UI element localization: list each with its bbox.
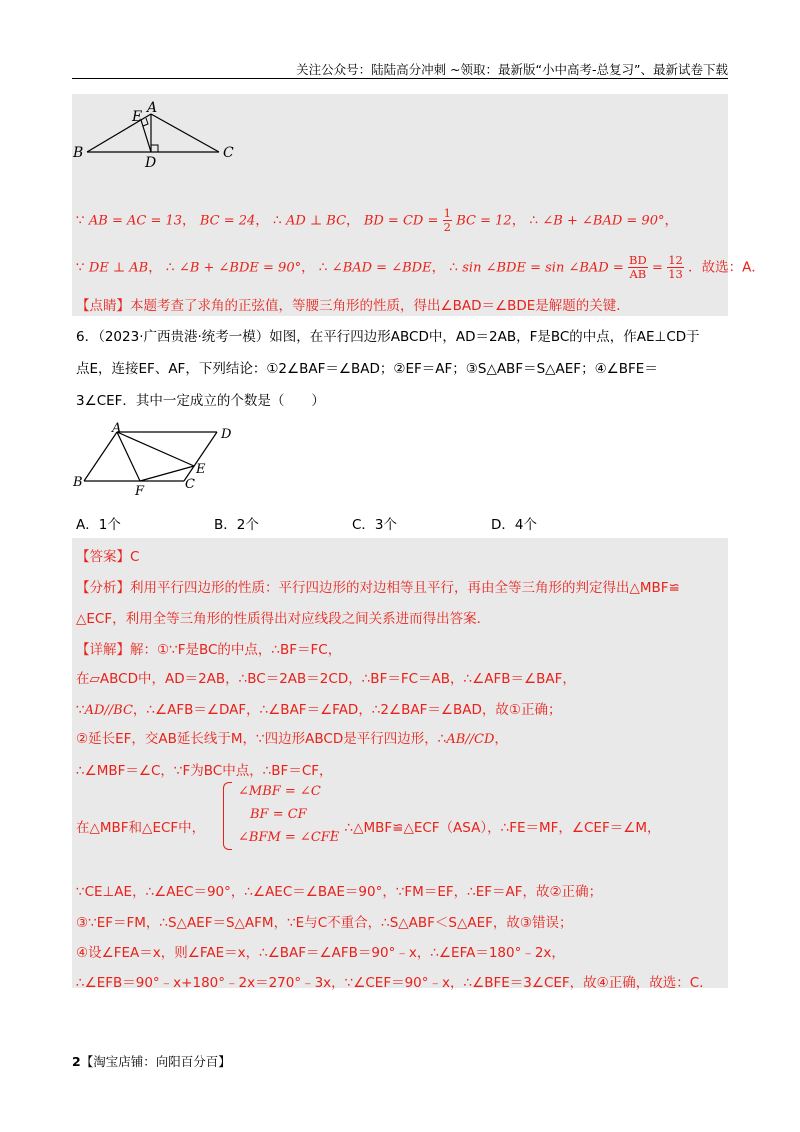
math-angle-equal: ∠BAD = ∠BDE bbox=[331, 260, 432, 276]
comma: ， bbox=[182, 212, 196, 229]
label-A: A bbox=[112, 421, 122, 436]
comma: ， bbox=[664, 212, 678, 229]
option-b: B．2个 bbox=[214, 517, 259, 533]
answer-value: C bbox=[130, 549, 140, 565]
label-A: A bbox=[147, 100, 158, 116]
detail-line-2: 在▱ABCD中，AD＝2AB，∴BC＝2AB＝2CD，∴BF＝FC＝AB，∴∠AFB＝∠BAF， bbox=[76, 671, 576, 687]
prev-solution-line-1 bbox=[76, 207, 678, 234]
option-a: A．1个 bbox=[76, 517, 121, 533]
right-angle-D bbox=[151, 145, 158, 152]
system-eq-2: BF = CF bbox=[250, 807, 307, 822]
therefore-symbol: ∴ bbox=[529, 212, 539, 229]
therefore-symbol: ∴ bbox=[449, 259, 458, 276]
analysis-text-1: 利用平行四边形的性质：平行四边形的对边相等且平行，再由全等三角形的判定得出△MBF≌ bbox=[130, 580, 680, 596]
detail-line-10: ∴∠EFB＝90°﹣x+180°﹣2x＝270°﹣3x，∵∠CEF＝90°﹣x，∴∠BFE＝3∠CEF，故④正确，故选：C． bbox=[76, 975, 713, 991]
detail-line-8: ③∵EF＝FM，∴S△AEF＝S△AFM，∵E与C不重合，∴S△ABF＜S△AEF，故③错误； bbox=[76, 915, 573, 931]
prev-solution-line-2 bbox=[76, 254, 765, 281]
because-symbol: ∵ bbox=[76, 702, 85, 718]
math-bd-cd: BD = CD = bbox=[363, 213, 439, 229]
system-brace bbox=[223, 782, 232, 850]
math-bc: BC = 24 bbox=[199, 213, 256, 229]
math-de-perp-ab: DE ⊥ AB bbox=[88, 260, 149, 276]
detail-line-9: ④设∠FEA＝x，则∠FAE＝x，∴∠BAF＝∠AFB＝90°﹣x，∴∠EFA＝180°﹣2x， bbox=[76, 945, 565, 961]
triangle-figure bbox=[72, 100, 272, 170]
label-E: E bbox=[196, 462, 206, 477]
question-line-1: 6．（2023·广西贵港·统考一模）如图，在平行四边形ABCD中，AD＝2AB，F是BC的中点，作AE⊥CD于 bbox=[76, 329, 700, 345]
dianjing-note: 【点睛】本题考查了求角的正弦值，等腰三角形的性质，得出∠BAD＝∠BDE是解题的关键． bbox=[76, 298, 630, 314]
label-F: F bbox=[135, 484, 145, 498]
line-AB bbox=[84, 432, 117, 481]
system-eq-3: ∠BFM = ∠CFE bbox=[238, 830, 340, 845]
label-E: E bbox=[132, 109, 143, 125]
page-footer bbox=[72, 1052, 231, 1070]
because-symbol: ∵ bbox=[76, 212, 85, 229]
frac-den: AB bbox=[629, 267, 647, 281]
detail-line-7: ∵CE⊥AE，∴∠AEC＝90°，∴∠AEC＝∠BAE＝90°，∵FM＝EF，∴EF＝AF，故②正确； bbox=[76, 884, 603, 900]
detail-line-4 bbox=[76, 727, 508, 747]
fraction-one-half bbox=[443, 207, 452, 234]
math-bc-12: BC = 12 bbox=[456, 213, 512, 229]
because-symbol: ∵ bbox=[76, 259, 85, 276]
math-angle-sum: ∠B + ∠BAD = 90° bbox=[542, 213, 665, 229]
detail-text-4a: ②延长EF，交AB延长线于M，∵四边形ABCD是平行四边形，∴ bbox=[76, 731, 447, 747]
equals: = bbox=[652, 260, 663, 276]
detail-line-6a: 在△MBF和△ECF中， bbox=[76, 820, 206, 836]
math-ab-parallel-cd: AB//CD bbox=[446, 732, 495, 747]
choice-text: ．故选：A． bbox=[688, 259, 765, 276]
math-ad-parallel-bc: AD//BC bbox=[84, 703, 133, 718]
comma: ， bbox=[511, 212, 526, 229]
comma: ， bbox=[148, 259, 162, 276]
frac-num: 12 bbox=[668, 253, 683, 267]
page-number: 2 bbox=[72, 1054, 81, 1069]
detail-text-3: ，∴∠AFB＝∠DAF，∴∠BAF＝∠FAD，∴2∠BAF＝∠BAD，故①正确； bbox=[132, 702, 562, 718]
math-sin: sin ∠BDE = sin ∠BAD = bbox=[462, 260, 624, 276]
label-B: B bbox=[73, 475, 83, 490]
label-D: D bbox=[145, 155, 157, 170]
therefore-symbol: ∴ bbox=[273, 212, 282, 229]
right-angle-E bbox=[143, 118, 148, 126]
line-AF bbox=[117, 432, 140, 481]
therefore-symbol: ∴ bbox=[318, 259, 328, 276]
comma: ， bbox=[255, 212, 269, 229]
math-ab-ac: AB = AC = 13 bbox=[88, 213, 183, 229]
option-c: C．3个 bbox=[352, 517, 398, 533]
question-line-2: 点E，连接EF、AF，下列结论：①2∠BAF＝∠BAD；②EF＝AF；③S△ABF＝S△AEF；④∠BFE＝ bbox=[76, 361, 658, 377]
frac-num: 1 bbox=[443, 206, 451, 220]
page-header: 关注公众号：陆陆高分冲刺 ~领取：最新版“小中高考-总复习”、最新试卷下载 bbox=[296, 62, 728, 77]
frac-num: BD bbox=[629, 253, 647, 267]
system-eq-1: ∠MBF = ∠C bbox=[238, 784, 321, 799]
fraction-bd-ab bbox=[628, 254, 648, 281]
footer-shop-text: 【淘宝店铺：向阳百分百】 bbox=[80, 1054, 231, 1069]
detail-line-6b: ，∴△MBF≌△ECF（ASA），∴FE＝MF，∠CEF＝∠M， bbox=[331, 820, 661, 836]
frac-den: 2 bbox=[443, 220, 451, 234]
math-angle-bde: ∠B + ∠BDE = 90° bbox=[178, 260, 302, 276]
comma: ， bbox=[431, 259, 446, 276]
line-AC bbox=[151, 114, 219, 152]
detail-label: 【详解】 bbox=[76, 642, 130, 658]
label-C: C bbox=[223, 145, 234, 161]
therefore-symbol: ∴ bbox=[166, 259, 175, 276]
question-line-3: 3∠CEF．其中一定成立的个数是（ ） bbox=[76, 393, 325, 409]
comma: ， bbox=[301, 259, 315, 276]
frac-den: 13 bbox=[668, 267, 683, 281]
line-AE bbox=[117, 432, 194, 466]
parallelogram-figure bbox=[72, 418, 252, 498]
label-D: D bbox=[221, 427, 232, 442]
detail-text-1: 解：①∵F是BC的中点，∴BF＝FC， bbox=[130, 642, 342, 658]
comma: ， bbox=[346, 212, 360, 229]
answer-line bbox=[76, 545, 139, 565]
analysis-line-2: △ECF，利用全等三角形的性质得出对应线段之间关系进而得出答案． bbox=[76, 611, 491, 627]
comma: ， bbox=[494, 731, 508, 747]
header-rule bbox=[72, 78, 728, 79]
answer-label: 【答案】 bbox=[76, 549, 130, 565]
fraction-12-13 bbox=[667, 254, 684, 281]
detail-line-3 bbox=[76, 698, 561, 718]
label-B: B bbox=[73, 145, 84, 161]
option-d: D．4个 bbox=[491, 517, 537, 533]
analysis-label: 【分析】 bbox=[76, 580, 130, 596]
label-C: C bbox=[185, 477, 195, 492]
analysis-line-1 bbox=[76, 576, 680, 596]
math-ad-perp-bc: AD ⊥ BC bbox=[285, 213, 347, 229]
detail-line-5: ∴∠MBF＝∠C，∵F为BC中点，∴BF＝CF， bbox=[76, 763, 333, 779]
detail-line-1 bbox=[76, 638, 341, 658]
